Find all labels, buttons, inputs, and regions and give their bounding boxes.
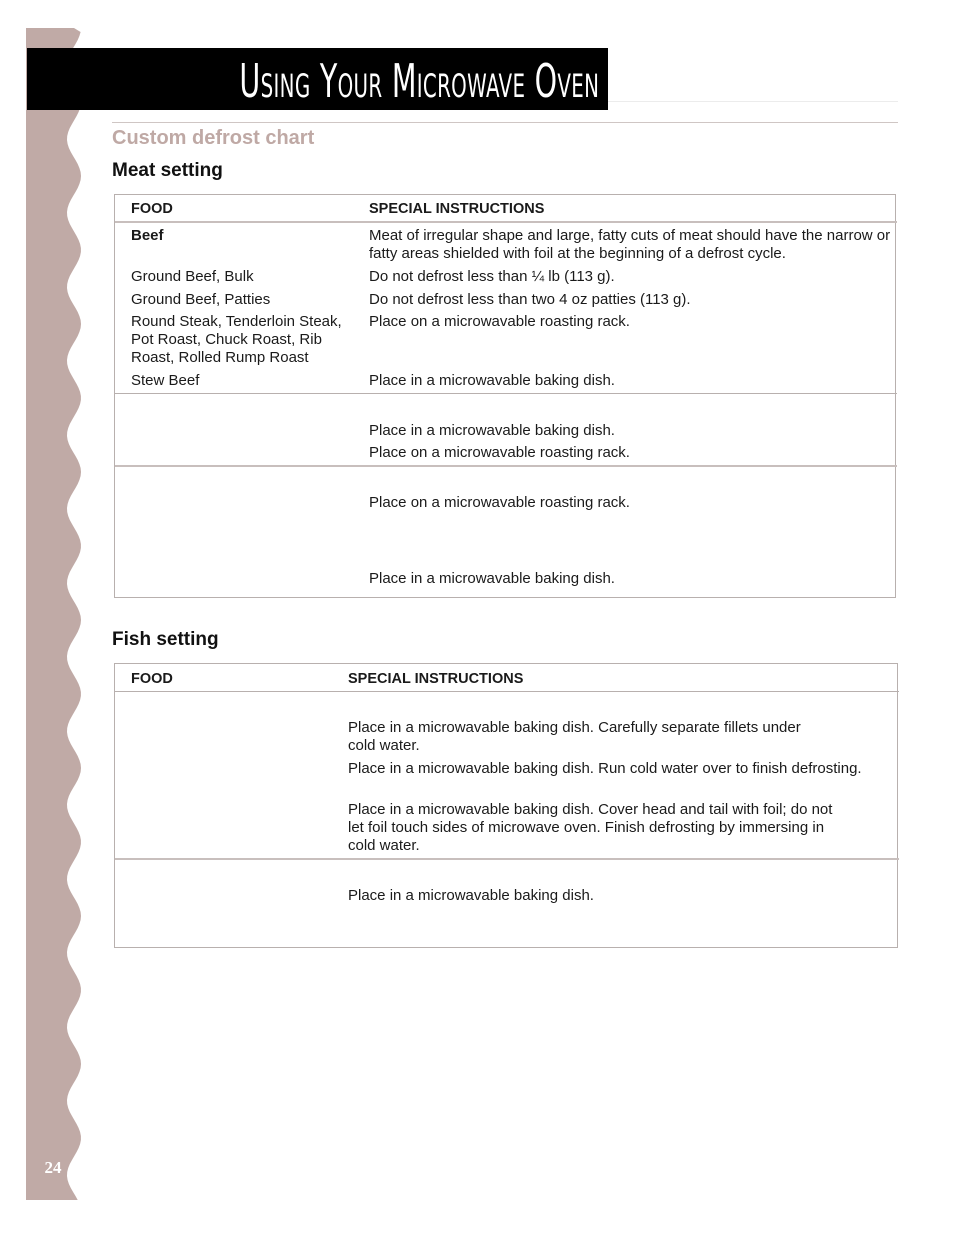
- meat-instructions-column-header: SPECIAL INSTRUCTIONS: [369, 201, 545, 217]
- meat-row-4-instructions: Place in a microwavable baking dish.: [369, 372, 615, 389]
- meat-group-divider-2: [115, 465, 897, 467]
- decorative-side-strip: [26, 28, 86, 1200]
- page-title: Using Your Microwave Oven: [239, 54, 600, 108]
- fish-group-divider: [115, 858, 899, 860]
- meat-row-4-food: Stew Beef: [131, 372, 200, 389]
- page-number: 24: [44, 1158, 62, 1177]
- meat-food-column-header: FOOD: [131, 201, 173, 217]
- fish-row-3-instructions: Place in a microwavable baking dish.: [348, 887, 594, 904]
- fish-row-2-instructions: Place in a microwavable baking dish. Cover head and tail with foil; do not let foil touch sides of microwave oven. Finish defrosting by immersing in cold water.: [348, 801, 833, 854]
- header-rule: [112, 122, 898, 123]
- fish-setting-heading: Fish setting: [112, 629, 219, 650]
- fish-row-1-instructions: Place in a microwavable baking dish. Run cold water over to finish defrosting.: [348, 760, 862, 777]
- meat-table: [114, 194, 896, 598]
- meat-row-7-instructions: Place on a microwavable roasting rack.: [369, 494, 630, 511]
- fish-table: [114, 663, 898, 948]
- title-bar: [27, 48, 608, 110]
- meat-row-5-instructions: Place in a microwavable baking dish.: [369, 422, 615, 439]
- meat-row-3-food: Round Steak, Tenderloin Steak, Pot Roast, Chuck Roast, Rib Roast, Rolled Rump Roast: [131, 313, 342, 366]
- meat-row-2-food: Ground Beef, Patties: [131, 291, 271, 308]
- fish-header-divider: [115, 691, 899, 692]
- meat-row-2-instructions: Do not defrost less than two 4 oz patties (113 g).: [369, 291, 691, 308]
- meat-header-divider: [115, 221, 897, 223]
- meat-row-8-instructions: Place in a microwavable baking dish.: [369, 570, 615, 587]
- header-rule-thin: [608, 101, 898, 102]
- meat-setting-heading: Meat setting: [112, 160, 223, 181]
- section-title: Custom defrost chart: [112, 127, 315, 149]
- meat-row-0-food: Beef: [131, 227, 164, 244]
- fish-food-column-header: FOOD: [131, 671, 173, 687]
- meat-row-3-instructions: Place on a microwavable roasting rack.: [369, 313, 630, 330]
- meat-row-1-food: Ground Beef, Bulk: [131, 268, 254, 285]
- meat-row-6-instructions: Place on a microwavable roasting rack.: [369, 444, 630, 461]
- meat-row-0-instructions: Meat of irregular shape and large, fatty cuts of meat should have the narrow or fatty areas shielded with foil at the beginning of a defrost cycle.: [369, 227, 891, 262]
- meat-group-divider-1: [115, 393, 897, 394]
- fish-row-0-instructions: Place in a microwavable baking dish. Carefully separate fillets under cold water.: [348, 719, 801, 754]
- fish-instructions-column-header: SPECIAL INSTRUCTIONS: [348, 671, 524, 687]
- meat-row-1-instructions: Do not defrost less than ¼ lb (113 g).: [369, 268, 615, 285]
